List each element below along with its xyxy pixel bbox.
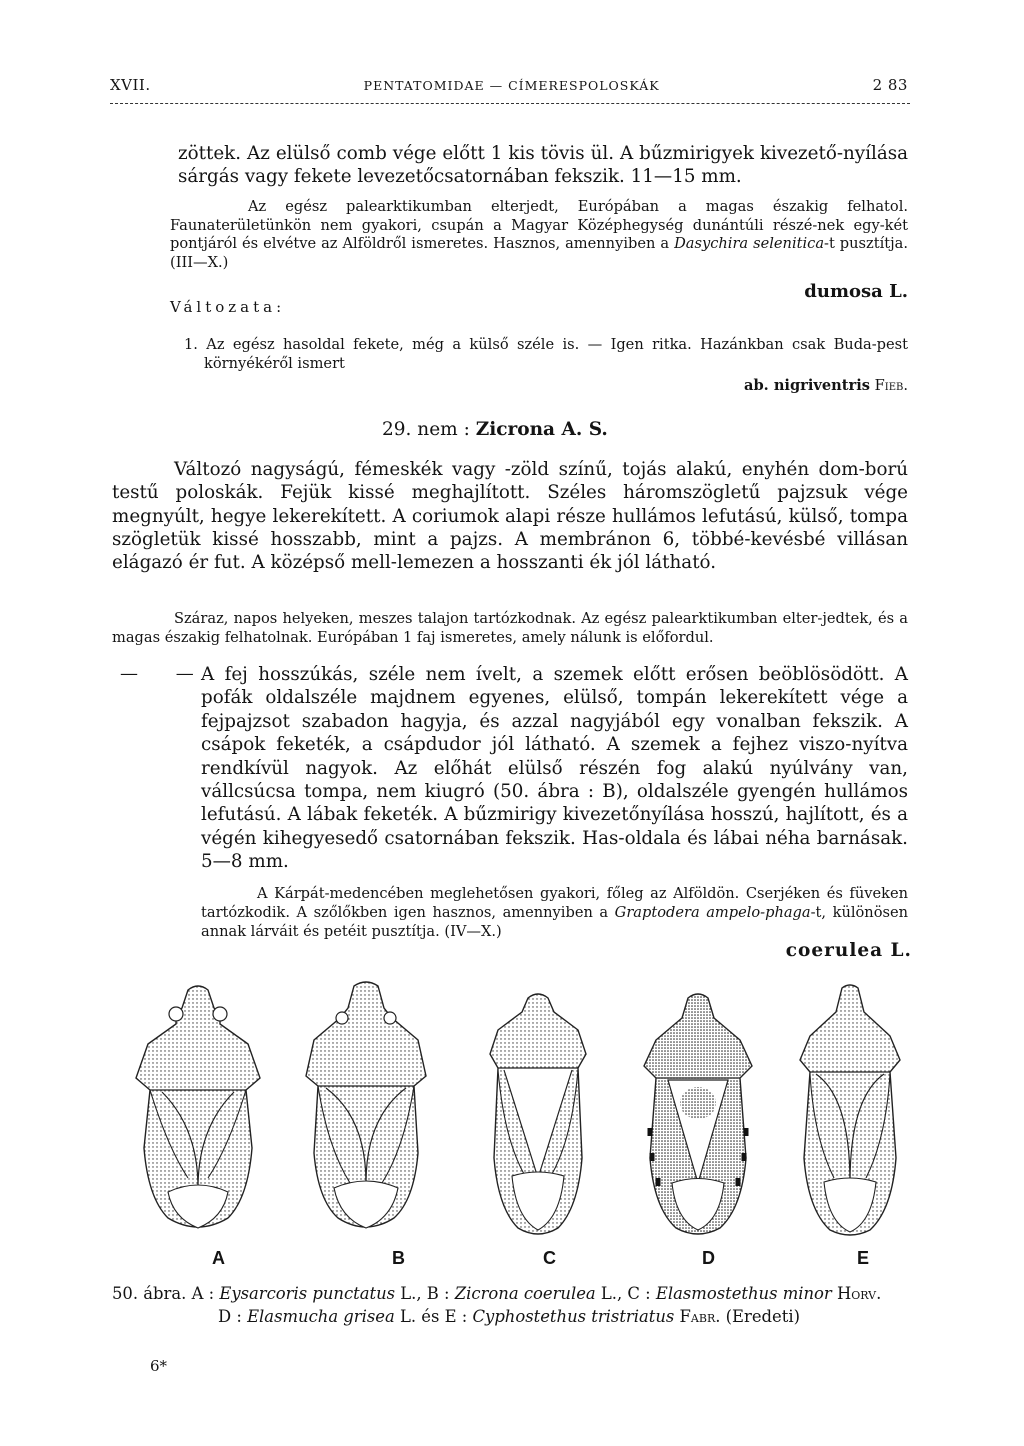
paragraph-2 <box>170 198 908 272</box>
caption-author-c: Horv. <box>836 1284 882 1303</box>
species-description-text: A fej hosszúkás, széle nem ívelt, a szemek előtt erősen beöblösödött. A pofák oldalszéle majdnem egyenes, elülső, tompán lekerekített vége a fejpajzsot szabadon hagyja, és azzal nagyjából egy vonalban fekszik. A csápok feketék, a csápdudor jól látható. A szemek a fejhez viszo-nyítva rendkívül nagyok. Az előhát elülső részén fog alakú nyúlvány van, vállcsúcsa tompa, nem kiugró (50. ábra : B), oldalszéle gyengén hullámos lefutású. A lábak feketék. A bűzmirigy kivezetőnyílása hosszú, hajlított, és a végén kihegyesedő csatornában fekszik. Has-oldala és lábai néha barnásak. 5—8 mm. <box>201 664 908 873</box>
caption-text-d: D : <box>218 1307 248 1326</box>
caption-species-b: Zicrona coerulea <box>454 1284 596 1303</box>
figure-caption-line-2 <box>218 1306 918 1328</box>
caption-suffix: (Eredeti) <box>720 1307 800 1326</box>
caption-text-c: L., C : <box>595 1284 656 1303</box>
species-distribution <box>201 884 908 941</box>
species-description <box>201 663 908 874</box>
variants-heading: Változata: <box>170 298 286 316</box>
species-distribution-text <box>201 884 908 941</box>
paragraph-1-text: zöttek. Az elülső comb vége előtt 1 kis tövis ül. A bűzmirigyek kivezető-nyílása sárgás vagy fekete levezetőcsatornában fekszik. 11—15 mm. <box>178 143 908 187</box>
figure-label-a: A <box>212 1248 225 1268</box>
caption-species-d: Elasmucha grisea <box>247 1307 395 1326</box>
caption-species-a: Eysarcoris punctatus <box>219 1284 396 1303</box>
caption-species-e: Cyphostethus tristriatus <box>472 1307 675 1326</box>
running-title: PENTATOMIDAE — CÍMERESPOLOSKÁK <box>363 78 660 93</box>
genus-description-text: Változó nagyságú, fémeskék vagy -zöld színű, tojás alakú, enyhén dom-ború testű poloskák. Fejük kissé meghajlított. Széles háromszögletű pajzsuk vége megnyúlt, hegye lekerekített. A coriumok alapi része hullámos lefutású, külső, tompa szögletük kissé hosszabb, mint a pajzs. A membránon 6, többé-kevésbé villásan elágazó ér fut. A középső mell-lemezen a hosszanti ék jól látható. <box>112 459 908 574</box>
genus-description <box>112 458 908 574</box>
variant-1-text: 1. Az egész hasoldal fekete, még a külső széle is. — Igen ritka. Hazánkban csak Buda-pest környékéről ismert <box>184 336 908 372</box>
bug-illustration-d <box>628 978 768 1240</box>
bug-illustration-c <box>468 978 608 1240</box>
p6-text-a: A Kárpát-medencében meglehetősen gyakori, főleg az Alföldön. Cserjéken és füveken tartózkodik. A szőlőkben igen hasznos, amennyiben a <box>201 885 908 921</box>
genus-number: 29. nem : <box>382 419 476 440</box>
figure-50 <box>128 978 918 1240</box>
figure-label-c: C <box>543 1248 556 1268</box>
bug-illustration-a <box>128 978 268 1240</box>
header-rule <box>110 103 910 104</box>
key-dash: — — <box>120 663 210 684</box>
running-header <box>110 76 908 102</box>
caption-species-c: Elasmostethus minor <box>655 1284 832 1303</box>
species-coerulea: coerulea L. <box>785 940 912 961</box>
bug-illustration-b <box>296 978 436 1240</box>
paragraph-1 <box>178 142 908 188</box>
caption-text-e: L. és E : <box>394 1307 473 1326</box>
variant-1-name <box>744 377 908 394</box>
genus-heading <box>382 419 608 440</box>
figure-label-b: B <box>392 1248 405 1268</box>
p2-text-c: -t pusztítja. (III—X.) <box>170 235 908 271</box>
figure-caption-line-1 <box>112 1283 912 1305</box>
variant-1-author: Fieb. <box>874 377 908 394</box>
caption-prefix: 50. ábra. A : <box>112 1284 220 1303</box>
paragraph-2-text <box>170 198 908 272</box>
page-number: 2 83 <box>872 76 908 94</box>
p6-host: Graptodera ampelo-phaga <box>614 904 811 921</box>
variant-1 <box>184 336 908 373</box>
genus-distribution-text: Száraz, napos helyeken, meszes talajon tartózkodnak. Az egész palearktikumban elter-jedtek, és a magas északig felhatolnak. Európában 1 faj ismeretes, amely nálunk is előfordul. <box>112 610 908 646</box>
signature-mark: 6* <box>150 1357 168 1375</box>
genus-distribution <box>112 609 908 647</box>
caption-text-b: L., B : <box>395 1284 455 1303</box>
p2-species: Dasychira selenitica <box>674 235 825 252</box>
species-dumosa: dumosa L. <box>804 281 908 302</box>
variant-1-taxon: ab. nigriventris <box>744 377 870 394</box>
figure-label-e: E <box>857 1248 870 1268</box>
caption-author-e: Fabr. <box>679 1307 721 1326</box>
p2-text-a: Az egész palearktikumban elterjedt, Európában a magas északig felhatol. Faunaterületünkön nem gyakori, csupán a Magyar Középhegység dunántúli részé-nek egy-két pontjáról és elvétve az Alföldről ismeretes. Hasznos, amennyiben a <box>170 198 908 252</box>
bug-illustration-e <box>780 978 920 1240</box>
genus-name: Zicrona A. S. <box>475 419 608 440</box>
figure-label-d: D <box>702 1248 715 1268</box>
chapter-number: XVII. <box>110 76 151 94</box>
p6-text-c: -t, különösen annak lárváit és petéit pusztítja. (IV—X.) <box>201 904 909 940</box>
